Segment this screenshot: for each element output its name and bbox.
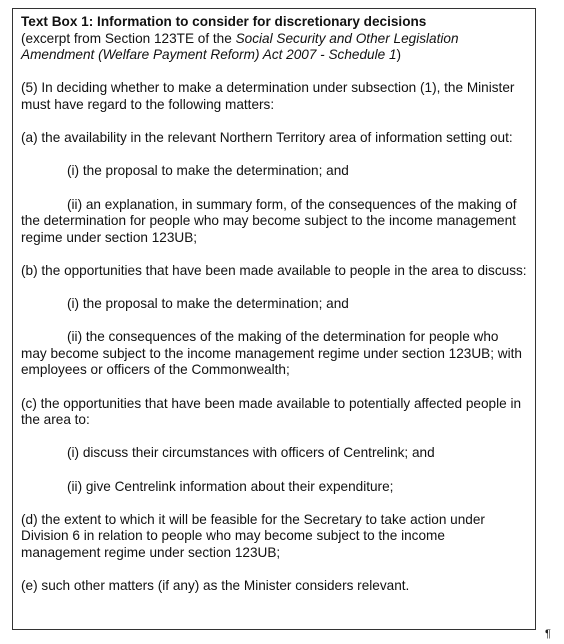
text-box-subtitle: [21, 31, 527, 64]
paragraph-a-ii: (ii) an explanation, in summary form, of the consequences of the making of the determination for people who may become subject to the income management regime under section 123UB;: [21, 196, 517, 245]
paragraph-a: (a) the availability in the relevant Northern Territory area of information setting out:: [21, 130, 513, 146]
subtitle-suffix: ): [396, 47, 402, 63]
paragraph-d: (d) the extent to which it will be feasible for the Secretary to take action under Division 6 in relation to people who may become subject to the income management regime under section 123UB;: [21, 511, 485, 560]
paragraph-5: (5) In deciding whether to make a determination under subsection (1), the Minister must have regard to the following matters:: [21, 80, 515, 112]
text-box: [12, 8, 536, 630]
pilcrow-mark: ¶: [545, 628, 551, 640]
paragraph-b: (b) the opportunities that have been made available to people in the area to discuss:: [21, 262, 527, 278]
subtitle-prefix: (excerpt from Section 123TE of the: [21, 30, 236, 46]
paragraph-b-i: (i) the proposal to make the determination; and: [67, 296, 349, 312]
paragraph-c: (c) the opportunities that have been made available to potentially affected people in the area to:: [21, 395, 522, 428]
paragraph-b-ii: (ii) the consequences of the making of the determination for people who may become subject to the income management regime under section 123UB; with employees or officers of the Commonwealth;: [21, 329, 522, 378]
paragraph-c-ii: (ii) give Centrelink information about their expenditure;: [67, 478, 394, 494]
paragraph-c-i: (i) discuss their circumstances with officers of Centrelink; and: [67, 445, 435, 461]
subtitle-act-name: Social Security and Other Legislation Amendment (Welfare Payment Reform) Act 2007 - Schedule 1: [21, 30, 459, 63]
paragraph-a-i: (i) the proposal to make the determination; and: [67, 163, 349, 179]
paragraph-e: (e) such other matters (if any) as the Minister considers relevant.: [21, 578, 410, 594]
text-box-title: Text Box 1: Information to consider for discretionary decisions: [21, 14, 427, 29]
